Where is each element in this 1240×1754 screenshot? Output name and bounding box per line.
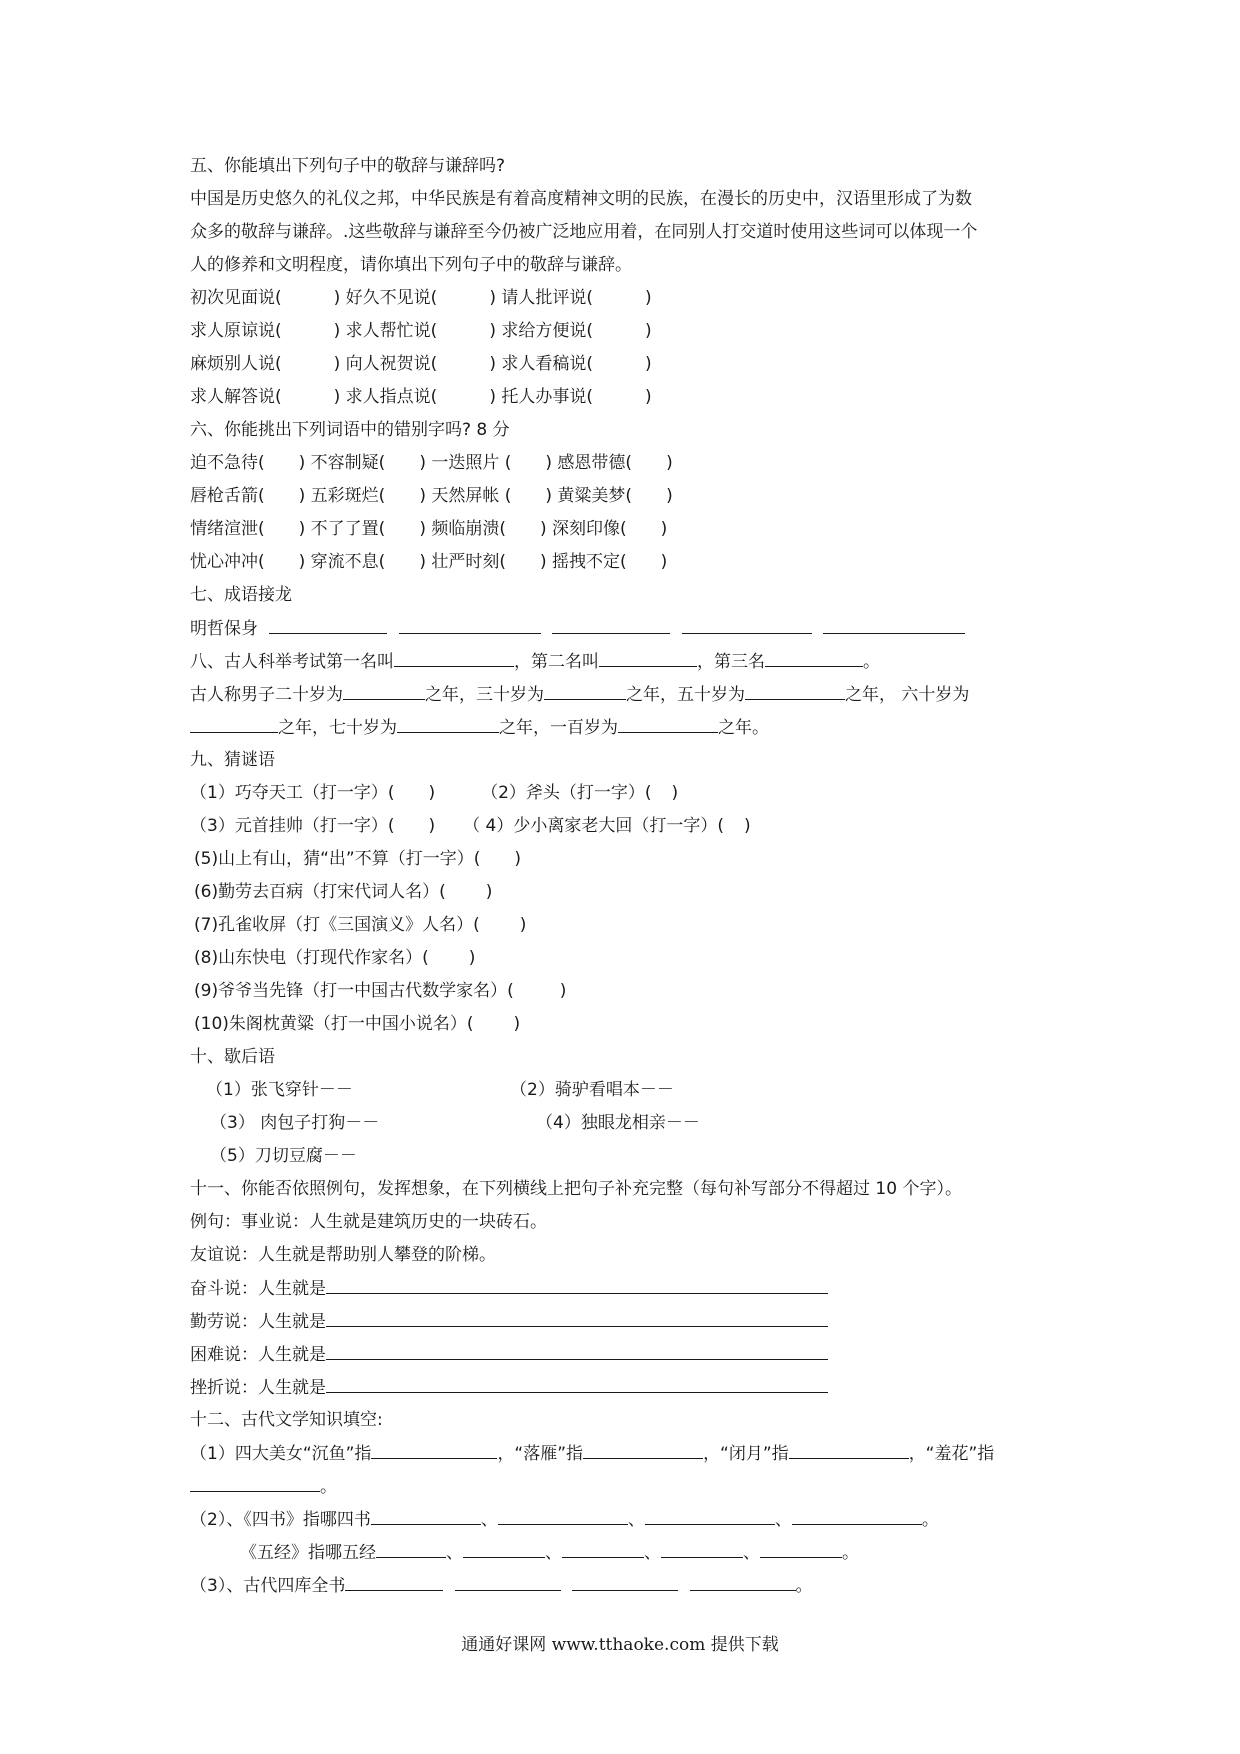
- word-item: 忧心冲冲(: [190, 552, 265, 572]
- honorific-row: [190, 287, 652, 309]
- section-5-intro-line-2: 众多的敬辞与谦辞。.这些敬辞与谦辞至今仍被广泛地应用着，在同别人打交道时使用这些词可以体现一个: [190, 222, 978, 242]
- answer-line[interactable]: [645, 1508, 775, 1525]
- section-7-title: 七、成语接龙: [190, 585, 292, 605]
- word-item: ) 一迭照片 (: [419, 453, 512, 473]
- riddle-row: [190, 815, 751, 837]
- close-paren: ): [666, 453, 673, 473]
- text: 之年，五十岁为: [626, 685, 745, 705]
- xiehouyu-item: （5）刀切豆腐－－: [210, 1146, 357, 1166]
- riddle-row: [194, 980, 566, 1002]
- riddle-item: （ 4）少小离家老大回（打一字）(: [463, 816, 724, 836]
- word-item: ) 穿流不息(: [298, 552, 386, 572]
- sentence-prompt: 挫折说：人生就是: [190, 1378, 326, 1398]
- answer-line[interactable]: [760, 1541, 842, 1558]
- text: 、: [743, 1543, 760, 1563]
- example-sentence: 例句：事业说：人生就是建筑历史的一块砖石。: [190, 1212, 547, 1232]
- xiehouyu-item: （2）骑驴看唱本－－: [510, 1080, 674, 1100]
- answer-line[interactable]: [376, 1541, 446, 1558]
- xiehouyu-item: （1）张飞穿针－－: [206, 1080, 353, 1100]
- word-item: ) 五彩斑烂(: [298, 486, 386, 506]
- text: 、: [627, 1510, 645, 1530]
- siku-line: [190, 1574, 813, 1597]
- close-paren: ): [485, 882, 493, 902]
- word-item: ) 摇拽不定(: [539, 552, 627, 572]
- fill-sentence-row: [190, 1277, 828, 1300]
- answer-line[interactable]: [345, 1574, 443, 1591]
- riddle-row: [194, 947, 475, 969]
- section-5-intro-line-1: 中国是历史悠久的礼仪之邦，中华民族是有着高度精神文明的民族，在漫长的历史中，汉语里形成了为数: [190, 189, 972, 209]
- riddle-row: [194, 914, 526, 936]
- close-paren: ): [513, 1014, 521, 1034]
- text: 。: [921, 1510, 939, 1530]
- answer-line[interactable]: [397, 716, 499, 733]
- typo-row: [190, 452, 673, 474]
- riddle-row: [194, 1013, 520, 1035]
- beauties-line: [190, 1442, 994, 1465]
- word-item: ) 天然屏帐 (: [419, 486, 512, 506]
- five-classics-line: [240, 1541, 859, 1564]
- word-item: ) 黄粱美梦(: [545, 486, 633, 506]
- riddle-item: (10)朱阁枕黄粱（打一中国小说名）(: [194, 1014, 474, 1034]
- word-item: ) 不了了置(: [298, 519, 386, 539]
- answer-line[interactable]: [745, 683, 845, 700]
- close-paren: ): [660, 519, 668, 539]
- honorific-prompt: ) 好久不见说(: [333, 288, 438, 308]
- idiom-chain-row: [190, 617, 965, 640]
- honorific-prompt: ) 托人办事说(: [489, 387, 593, 407]
- four-books-line: [190, 1508, 939, 1531]
- answer-line[interactable]: [326, 1310, 828, 1327]
- idiom-blank[interactable]: [552, 617, 670, 634]
- text: （1）四大美女“沉鱼”指: [190, 1444, 372, 1464]
- answer-line[interactable]: [371, 1442, 497, 1459]
- text: 、: [480, 1510, 498, 1530]
- honorific-prompt: 求人原谅说(: [190, 321, 282, 341]
- honorific-prompt: ) 求人指点说(: [333, 387, 438, 407]
- close-paren: ): [644, 354, 652, 374]
- section-8-age-line-1: [190, 683, 969, 706]
- riddle-item: (6)勤劳去百病（打宋代词人名）(: [194, 882, 446, 902]
- text: 之年。: [718, 718, 769, 738]
- text: 、: [644, 1543, 661, 1563]
- close-paren: ): [468, 948, 476, 968]
- section-8-title: 八、古人科举考试第一名叫: [190, 652, 394, 672]
- text: 古人称男子二十岁为: [190, 685, 343, 705]
- close-paren: ): [644, 321, 652, 341]
- word-item: ) 不容制疑(: [298, 453, 386, 473]
- answer-line[interactable]: [326, 1277, 828, 1294]
- honorific-prompt: 初次见面说(: [190, 288, 282, 308]
- answer-line[interactable]: [190, 1475, 320, 1492]
- typo-row: [190, 485, 673, 507]
- riddle-row: [194, 881, 492, 903]
- riddle-item: （2）斧头（打一字）(: [481, 783, 652, 803]
- section-10-title: 十、歇后语: [190, 1047, 275, 1067]
- riddle-item: (9)爷爷当先锋（打一中国古代数学家名）(: [194, 981, 514, 1001]
- riddle-item: （1）巧夺天工（打一字）(: [190, 783, 395, 803]
- answer-line[interactable]: [572, 1574, 678, 1591]
- close-paren: ): [519, 915, 527, 935]
- answer-line[interactable]: [371, 1508, 481, 1525]
- text: 之年，三十岁为: [425, 685, 544, 705]
- honorific-row: [190, 386, 652, 408]
- idiom-start: 明哲保身: [190, 619, 258, 639]
- text: 、: [545, 1543, 562, 1563]
- text: （2）、《四书》指哪四书: [190, 1510, 371, 1530]
- answer-line[interactable]: [326, 1376, 828, 1393]
- section-5-intro-line-3: 人的修养和文明程度，请你填出下列句子中的敬辞与谦辞。: [190, 255, 632, 275]
- honorific-prompt: ) 请人批评说(: [489, 288, 593, 308]
- xiehouyu-item: （3） 肉包子打狗－－: [210, 1113, 380, 1133]
- honorific-prompt: ) 向人祝贺说(: [333, 354, 438, 374]
- sentence-prompt: 困难说：人生就是: [190, 1345, 326, 1365]
- riddle-item: （3）元首挂帅（打一字）(: [190, 816, 395, 836]
- answer-line[interactable]: [583, 1442, 703, 1459]
- riddle-item: (5)山上有山，猜“出”不算（打一字）(: [194, 849, 481, 869]
- answer-line[interactable]: [190, 716, 278, 733]
- text: （3）、古代四库全书: [190, 1576, 346, 1596]
- answer-line[interactable]: [765, 650, 863, 667]
- riddle-row: [190, 782, 678, 804]
- answer-line[interactable]: [599, 650, 697, 667]
- close-paren: ): [559, 981, 567, 1001]
- fill-sentence-row: [190, 1310, 828, 1333]
- section-12-title: 十二、古代文学知识填空:: [190, 1410, 383, 1430]
- answer-line[interactable]: [618, 716, 718, 733]
- honorific-prompt: ) 求人帮忙说(: [333, 321, 438, 341]
- answer-line[interactable]: [343, 683, 425, 700]
- close-paren: ): [660, 552, 668, 572]
- close-paren: ): [428, 816, 436, 836]
- honorific-prompt: 麻烦别人说(: [190, 354, 282, 374]
- answer-line[interactable]: [792, 1508, 922, 1525]
- text: 、: [446, 1543, 463, 1563]
- riddle-item: (8)山东快电（打现代作家名）(: [194, 948, 429, 968]
- fill-sentence-row: [190, 1343, 828, 1366]
- honorific-prompt: ) 求给方便说(: [489, 321, 593, 341]
- word-item: ) 频临崩溃(: [419, 519, 506, 539]
- example-sentence: 友谊说：人生就是帮助别人攀登的阶梯。: [190, 1245, 496, 1265]
- text: 之年， 六十岁为: [845, 685, 970, 705]
- beauties-line-continued: [190, 1475, 337, 1498]
- word-item: ) 深刻印像(: [539, 519, 627, 539]
- answer-line[interactable]: [544, 683, 626, 700]
- idiom-blank[interactable]: [682, 617, 812, 634]
- section-6-title: 六、你能挑出下列词语中的错别字吗? 8 分: [190, 420, 510, 440]
- answer-line[interactable]: [455, 1574, 561, 1591]
- close-paren: ): [743, 816, 751, 836]
- word-item: 迫不急待(: [190, 453, 265, 473]
- word-item: ) 壮严时刻(: [419, 552, 506, 572]
- text: 之年，一百岁为: [499, 718, 618, 738]
- honorific-prompt: ) 求人看稿说(: [489, 354, 593, 374]
- answer-line[interactable]: [562, 1541, 644, 1558]
- sentence-prompt: 奋斗说：人生就是: [190, 1279, 326, 1299]
- close-paren: ): [428, 783, 436, 803]
- typo-row: [190, 518, 667, 540]
- idiom-blank[interactable]: [399, 617, 541, 634]
- page-footer: 通通好课网 www.tthaoke.com 提供下载: [461, 1635, 779, 1655]
- text: 《五经》指哪五经: [240, 1543, 376, 1563]
- answer-line[interactable]: [394, 650, 514, 667]
- text: 。: [320, 1477, 337, 1497]
- text: 。: [795, 1576, 813, 1596]
- honorific-row: [190, 320, 652, 342]
- text: ，第二名叫: [514, 652, 599, 672]
- answer-line[interactable]: [690, 1574, 796, 1591]
- honorific-row: [190, 353, 652, 375]
- section-9-title: 九、猜谜语: [190, 750, 275, 770]
- close-paren: ): [671, 783, 679, 803]
- answer-line[interactable]: [326, 1343, 828, 1360]
- close-paren: ): [666, 486, 673, 506]
- fill-sentence-row: [190, 1376, 828, 1399]
- text: 之年，七十岁为: [278, 718, 397, 738]
- idiom-blank[interactable]: [823, 617, 965, 634]
- section-8-age-line-2: [190, 716, 769, 739]
- sentence-prompt: 勤劳说：人生就是: [190, 1312, 326, 1332]
- close-paren: ): [644, 288, 652, 308]
- text: ，“羞花”指: [908, 1444, 995, 1464]
- text: ，“落雁”指: [497, 1444, 584, 1464]
- text: 。: [863, 652, 880, 672]
- xiehouyu-item: （4）独眼龙相亲－－: [536, 1113, 700, 1133]
- text: 、: [774, 1510, 792, 1530]
- word-item: 唇枪舌箭(: [190, 486, 265, 506]
- close-paren: ): [514, 849, 521, 869]
- riddle-row: [194, 848, 521, 870]
- answer-line[interactable]: [789, 1442, 909, 1459]
- word-item: 情绪渲泄(: [190, 519, 265, 539]
- riddle-item: (7)孔雀收屏（打《三国演义》人名）(: [194, 915, 480, 935]
- text: 。: [842, 1543, 859, 1563]
- answer-line[interactable]: [498, 1508, 628, 1525]
- idiom-blank[interactable]: [269, 617, 387, 634]
- section-5-title: 五、你能填出下列句子中的敬辞与谦辞吗?: [190, 156, 506, 176]
- answer-line[interactable]: [463, 1541, 545, 1558]
- close-paren: ): [644, 387, 652, 407]
- honorific-prompt: 求人解答说(: [190, 387, 282, 407]
- section-8-exam-line: [190, 650, 880, 673]
- text: ，“闭月”指: [703, 1444, 789, 1464]
- text: ，第三名: [697, 652, 765, 672]
- section-11-title: 十一、你能否依照例句，发挥想象，在下列横线上把句子补充完整（每句补写部分不得超过 10 个字）。: [190, 1179, 962, 1199]
- word-item: ) 感恩带德(: [545, 453, 633, 473]
- typo-row: [190, 551, 667, 573]
- answer-line[interactable]: [661, 1541, 743, 1558]
